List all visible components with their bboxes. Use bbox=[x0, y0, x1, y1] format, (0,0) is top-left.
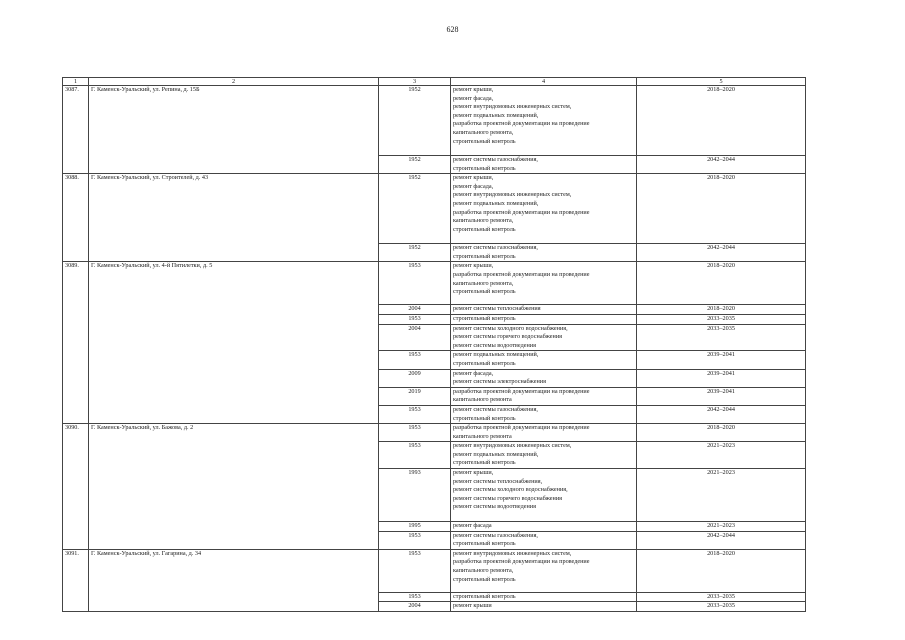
work-item: ремонт системы теплоснабжения, bbox=[453, 477, 543, 485]
table-row bbox=[63, 387, 806, 405]
work-item: ремонт системы горячего водоснабжения bbox=[453, 494, 562, 502]
commission-year: 1953 bbox=[379, 314, 451, 324]
work-item: разработка проектной документации на проведение bbox=[453, 558, 590, 566]
object-address bbox=[89, 469, 379, 522]
commission-year: 1993 bbox=[379, 469, 451, 522]
work-types bbox=[451, 469, 637, 522]
object-number bbox=[63, 469, 89, 522]
work-item: ремонт подвальных помещений, bbox=[453, 199, 539, 207]
table-row bbox=[63, 405, 806, 423]
work-item: разработка проектной документации на проведение bbox=[453, 424, 590, 432]
object-number bbox=[63, 387, 89, 405]
object-number bbox=[63, 314, 89, 324]
repair-period: 2018–2020 bbox=[637, 174, 806, 244]
table-row bbox=[63, 314, 806, 324]
commission-year: 1953 bbox=[379, 351, 451, 369]
work-item: ремонт подвальных помещений, bbox=[453, 111, 539, 119]
object-address bbox=[89, 244, 379, 262]
object-address: Г. Каменск-Уральский, ул. Гагарина, д. 34 bbox=[89, 549, 379, 592]
work-item: строительный контроль bbox=[453, 252, 516, 260]
work-item: ремонт внутридомовых инженерных систем, bbox=[453, 103, 572, 111]
table-row bbox=[63, 522, 806, 532]
work-item: капитального ремонта bbox=[453, 396, 512, 404]
work-item: строительный контроль bbox=[453, 137, 516, 145]
work-types bbox=[451, 174, 637, 244]
commission-year: 1952 bbox=[379, 86, 451, 156]
commission-year: 1995 bbox=[379, 522, 451, 532]
work-item: ремонт системы водоотведения bbox=[453, 503, 536, 511]
commission-year: 1953 bbox=[379, 549, 451, 592]
work-types bbox=[451, 522, 637, 532]
commission-year: 1952 bbox=[379, 174, 451, 244]
object-number bbox=[63, 244, 89, 262]
work-types bbox=[451, 305, 637, 315]
work-item: ремонт системы газоснабжения, bbox=[453, 244, 538, 252]
work-item: ремонт системы водоотведения bbox=[453, 341, 536, 349]
repair-period: 2033–2035 bbox=[637, 324, 806, 351]
repair-period: 2039–2041 bbox=[637, 387, 806, 405]
table-row bbox=[63, 351, 806, 369]
column-header: 5 bbox=[637, 78, 806, 86]
commission-year: 1953 bbox=[379, 531, 451, 549]
work-types bbox=[451, 387, 637, 405]
work-types bbox=[451, 369, 637, 387]
object-address bbox=[89, 369, 379, 387]
table-row bbox=[63, 531, 806, 549]
work-types bbox=[451, 549, 637, 592]
work-item: капитального ремонта, bbox=[453, 128, 514, 136]
commission-year: 1953 bbox=[379, 424, 451, 442]
work-types bbox=[451, 262, 637, 305]
commission-year: 1953 bbox=[379, 405, 451, 423]
repair-period: 2042–2044 bbox=[637, 531, 806, 549]
repair-period: 2018–2020 bbox=[637, 305, 806, 315]
table-row bbox=[63, 305, 806, 315]
column-header: 2 bbox=[89, 78, 379, 86]
repair-period: 2039–2041 bbox=[637, 369, 806, 387]
work-item: строительный контроль bbox=[453, 225, 516, 233]
work-types bbox=[451, 592, 637, 602]
repair-period: 2033–2035 bbox=[637, 314, 806, 324]
object-address bbox=[89, 324, 379, 351]
object-number: 3090. bbox=[63, 424, 89, 442]
work-types bbox=[451, 314, 637, 324]
repair-period: 2018–2020 bbox=[637, 262, 806, 305]
work-item: ремонт фасада bbox=[453, 522, 492, 530]
work-item: капитального ремонта, bbox=[453, 567, 514, 575]
object-address bbox=[89, 351, 379, 369]
work-item: ремонт крыши bbox=[453, 602, 492, 610]
work-item: ремонт системы горячего водоснабжения bbox=[453, 333, 562, 341]
repair-period: 2018–2020 bbox=[637, 86, 806, 156]
object-number bbox=[63, 156, 89, 174]
work-item: ремонт системы газоснабжения, bbox=[453, 156, 538, 163]
table-row bbox=[63, 424, 806, 442]
object-address bbox=[89, 602, 379, 612]
object-address bbox=[89, 387, 379, 405]
work-item: разработка проектной документации на проведение bbox=[453, 387, 590, 395]
work-item: ремонт крыши, bbox=[453, 262, 494, 270]
commission-year: 2004 bbox=[379, 324, 451, 351]
object-number bbox=[63, 602, 89, 612]
work-item: ремонт фасада, bbox=[453, 182, 494, 190]
object-number bbox=[63, 592, 89, 602]
work-item: капитального ремонта, bbox=[453, 279, 514, 287]
object-address: Г. Каменск-Уральский, ул. Строителей, д. 43 bbox=[89, 174, 379, 244]
commission-year: 2009 bbox=[379, 369, 451, 387]
repair-period: 2018–2020 bbox=[637, 549, 806, 592]
work-item: строительный контроль bbox=[453, 459, 516, 467]
object-address bbox=[89, 531, 379, 549]
work-types bbox=[451, 244, 637, 262]
work-types bbox=[451, 156, 637, 174]
repair-period: 2021–2023 bbox=[637, 522, 806, 532]
object-address: Г. Каменск-Уральский, ул. 4-й Пятилетки, д. 5 bbox=[89, 262, 379, 305]
object-number bbox=[63, 351, 89, 369]
repair-period: 2039–2041 bbox=[637, 351, 806, 369]
work-item: ремонт крыши, bbox=[453, 86, 494, 93]
work-item: строительный контроль bbox=[453, 575, 516, 583]
table-row bbox=[63, 86, 806, 156]
repair-period: 2021–2023 bbox=[637, 469, 806, 522]
work-types bbox=[451, 602, 637, 612]
work-item: ремонт системы газоснабжения, bbox=[453, 531, 538, 539]
work-item: ремонт подвальных помещений, bbox=[453, 351, 539, 359]
work-item: ремонт системы газоснабжения, bbox=[453, 405, 538, 413]
work-types bbox=[451, 531, 637, 549]
repair-schedule-table bbox=[62, 77, 806, 612]
commission-year: 2019 bbox=[379, 387, 451, 405]
table-row bbox=[63, 369, 806, 387]
work-item: разработка проектной документации на проведение bbox=[453, 120, 590, 128]
table-row bbox=[63, 262, 806, 305]
object-address: Г. Каменск-Уральский, ул. Бажова, д. 2 bbox=[89, 424, 379, 442]
table-row bbox=[63, 549, 806, 592]
object-address bbox=[89, 592, 379, 602]
repair-period: 2018–2020 bbox=[637, 424, 806, 442]
work-item: ремонт внутридомовых инженерных систем, bbox=[453, 442, 572, 450]
work-types bbox=[451, 351, 637, 369]
object-address bbox=[89, 314, 379, 324]
object-number bbox=[63, 405, 89, 423]
commission-year: 1952 bbox=[379, 156, 451, 174]
work-item: ремонт системы теплоснабжения bbox=[453, 305, 541, 313]
work-item: ремонт системы холодного водоснабжения, bbox=[453, 486, 568, 494]
object-number: 3087. bbox=[63, 86, 89, 156]
table-row bbox=[63, 324, 806, 351]
work-item: строительный контроль bbox=[453, 414, 516, 422]
repair-period: 2042–2044 bbox=[637, 156, 806, 174]
work-item: ремонт внутридомовых инженерных систем, bbox=[453, 549, 572, 557]
commission-year: 2004 bbox=[379, 602, 451, 612]
object-number bbox=[63, 522, 89, 532]
commission-year: 1952 bbox=[379, 244, 451, 262]
object-number bbox=[63, 324, 89, 351]
work-item: разработка проектной документации на проведение bbox=[453, 208, 590, 216]
column-header: 4 bbox=[451, 78, 637, 86]
work-item: строительный контроль bbox=[453, 359, 516, 367]
work-item: ремонт фасада, bbox=[453, 94, 494, 102]
work-item: ремонт внутридомовых инженерных систем, bbox=[453, 191, 572, 199]
table-row bbox=[63, 244, 806, 262]
column-header: 3 bbox=[379, 78, 451, 86]
page-number: 628 bbox=[446, 25, 459, 34]
table-body bbox=[63, 86, 806, 612]
work-item: строительный контроль bbox=[453, 592, 516, 600]
table-row bbox=[63, 156, 806, 174]
work-item: строительный контроль bbox=[453, 288, 516, 296]
work-item: разработка проектной документации на проведение bbox=[453, 270, 590, 278]
table-row bbox=[63, 174, 806, 244]
table-row bbox=[63, 602, 806, 612]
work-item: строительный контроль bbox=[453, 314, 516, 322]
work-types bbox=[451, 424, 637, 442]
work-item: строительный контроль bbox=[453, 540, 516, 548]
work-item: капитального ремонта, bbox=[453, 217, 514, 225]
repair-period: 2042–2044 bbox=[637, 244, 806, 262]
header-row bbox=[63, 78, 806, 86]
work-item: ремонт фасада, bbox=[453, 369, 494, 377]
work-item: ремонт системы холодного водоснабжения, bbox=[453, 324, 568, 332]
object-number bbox=[63, 305, 89, 315]
object-number bbox=[63, 531, 89, 549]
object-address bbox=[89, 405, 379, 423]
work-types bbox=[451, 442, 637, 469]
object-address bbox=[89, 305, 379, 315]
object-number: 3088. bbox=[63, 174, 89, 244]
work-item: ремонт крыши, bbox=[453, 174, 494, 182]
object-number: 3091. bbox=[63, 549, 89, 592]
object-address bbox=[89, 442, 379, 469]
repair-period: 2042–2044 bbox=[637, 405, 806, 423]
table-row bbox=[63, 592, 806, 602]
work-types bbox=[451, 324, 637, 351]
repair-period: 2021–2023 bbox=[637, 442, 806, 469]
object-number: 3089. bbox=[63, 262, 89, 305]
commission-year: 1953 bbox=[379, 592, 451, 602]
object-address: Г. Каменск-Уральский, ул. Репина, д. 15Б bbox=[89, 86, 379, 156]
object-number bbox=[63, 442, 89, 469]
column-header: 1 bbox=[63, 78, 89, 86]
table-row bbox=[63, 469, 806, 522]
repair-period: 2033–2035 bbox=[637, 602, 806, 612]
commission-year: 2004 bbox=[379, 305, 451, 315]
work-item: ремонт крыши, bbox=[453, 469, 494, 477]
work-types bbox=[451, 405, 637, 423]
object-address bbox=[89, 156, 379, 174]
commission-year: 1953 bbox=[379, 262, 451, 305]
work-item: ремонт системы электроснабжения bbox=[453, 378, 546, 386]
work-types bbox=[451, 86, 637, 156]
table-row bbox=[63, 442, 806, 469]
work-item: ремонт подвальных помещений, bbox=[453, 450, 539, 458]
repair-period: 2033–2035 bbox=[637, 592, 806, 602]
work-item: капитального ремонта bbox=[453, 432, 512, 440]
work-item: строительный контроль bbox=[453, 164, 516, 172]
commission-year: 1953 bbox=[379, 442, 451, 469]
object-address bbox=[89, 522, 379, 532]
object-number bbox=[63, 369, 89, 387]
